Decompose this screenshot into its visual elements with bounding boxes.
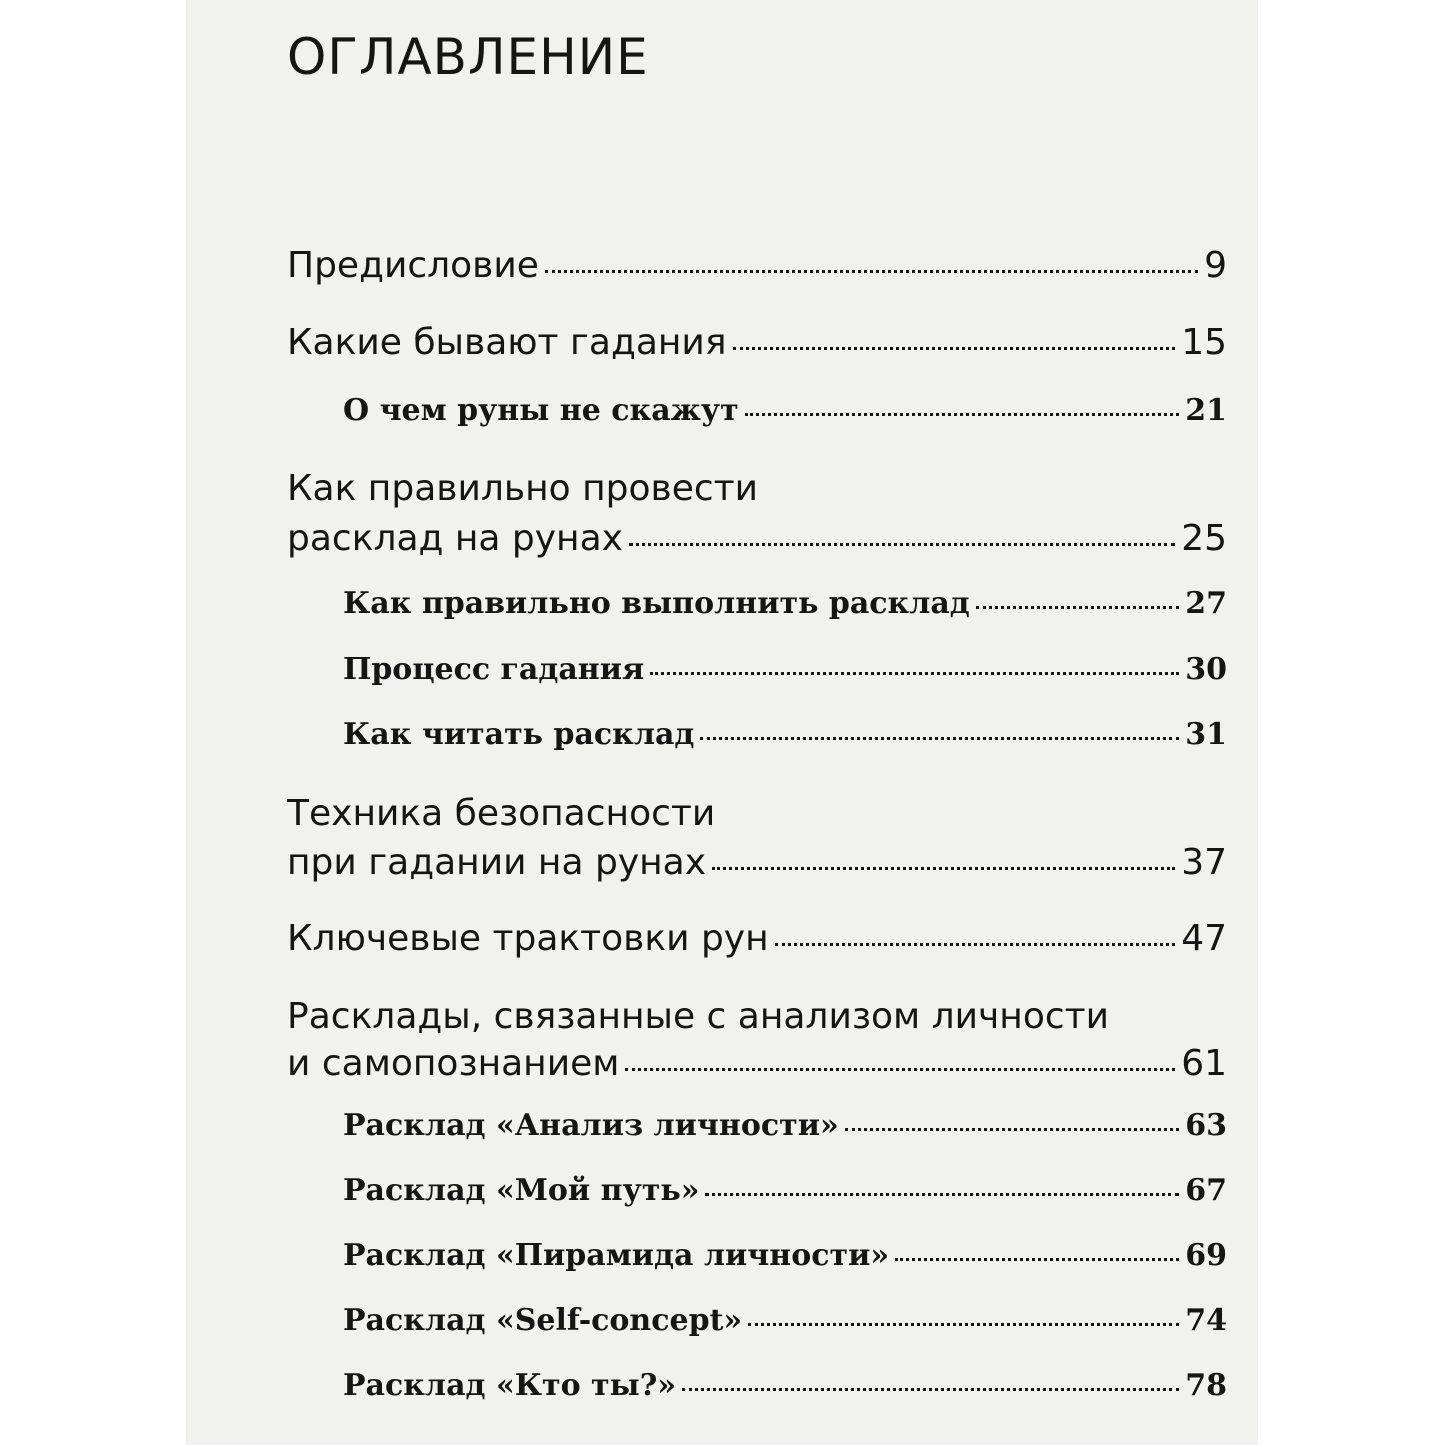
toc-entry-chapter [287, 322, 1227, 363]
dot-leader [545, 270, 1198, 273]
toc-entry-title: Какие бывают гадания [287, 322, 727, 363]
toc-entry-page: 37 [1181, 842, 1227, 883]
toc-entry-chapter [287, 918, 1227, 959]
toc-entry-section [343, 652, 1227, 687]
toc-entry-title-line1: Техника безопасности [287, 793, 716, 834]
toc-entry-title: Предисловие [287, 245, 539, 286]
toc-entry-title: Расклад «Мой путь» [343, 1173, 700, 1208]
toc-entry-title: О чем руны не скажут [343, 393, 739, 428]
dot-leader [700, 737, 1179, 740]
toc-entry-page: 31 [1185, 717, 1227, 752]
toc-entry-title: Процесс гадания [343, 652, 645, 687]
dot-leader [745, 413, 1180, 416]
toc-entry-title-line2: расклад на рунах [287, 518, 623, 559]
toc-entry-title-line1: Расклады, связанные с анализом личности [287, 996, 1110, 1037]
dot-leader [682, 1388, 1179, 1391]
toc-entry-title: Расклад «Self-concept» [343, 1303, 743, 1338]
toc-entry-section [343, 1303, 1227, 1338]
dot-leader [625, 1068, 1175, 1071]
dot-leader [705, 1193, 1179, 1196]
toc-entry-chapter [287, 518, 1227, 559]
toc-entry-title: Расклад «Пирамида личности» [343, 1238, 890, 1273]
toc-entry-title-line1: Как правильно провести [287, 468, 759, 509]
page-title: ОГЛАВЛЕНИЕ [287, 28, 649, 86]
toc-entry-page: 47 [1181, 918, 1227, 959]
toc-entry-page: 27 [1185, 586, 1227, 621]
toc-entry-section [343, 717, 1227, 752]
toc-entry-title: Расклад «Кто ты?» [343, 1368, 677, 1403]
toc-entry-section [343, 1173, 1227, 1208]
dot-leader [629, 543, 1175, 546]
toc-entry-title-line2: и самопознанием [287, 1043, 620, 1084]
toc-entry-section [343, 1238, 1227, 1273]
dot-leader [748, 1323, 1179, 1326]
toc-entry-section [343, 1368, 1227, 1403]
toc-entry-title: Ключевые трактовки рун [287, 918, 769, 959]
toc-entry-page: 78 [1185, 1368, 1227, 1403]
toc-entry-page: 63 [1185, 1108, 1227, 1143]
toc-entry-section [343, 1108, 1227, 1143]
dot-leader [733, 347, 1176, 350]
toc-entry-title: Расклад «Анализ личности» [343, 1108, 839, 1143]
toc-entry-page: 15 [1181, 322, 1227, 363]
dot-leader [712, 867, 1175, 870]
dot-leader [650, 672, 1179, 675]
toc-entry-page: 67 [1185, 1173, 1227, 1208]
toc-entry-page: 21 [1185, 393, 1227, 428]
dot-leader [845, 1128, 1180, 1131]
toc-entry-title-line2: при гадании на рунах [287, 842, 707, 883]
dot-leader [775, 943, 1176, 946]
toc-entry-page: 69 [1185, 1238, 1227, 1273]
dot-leader [895, 1258, 1179, 1261]
toc-entry-section [343, 393, 1227, 428]
toc-entry-page: 61 [1181, 1043, 1227, 1084]
toc-entry-chapter [287, 842, 1227, 883]
dot-leader [976, 606, 1179, 609]
toc-entry-title: Как правильно выполнить расклад [343, 586, 970, 621]
toc-entry-page: 25 [1181, 518, 1227, 559]
toc-entry-page: 30 [1185, 652, 1227, 687]
toc-entry-title: Как читать расклад [343, 717, 695, 752]
toc-entry-page: 74 [1185, 1303, 1227, 1338]
toc-entry-chapter [287, 1043, 1227, 1084]
toc-entry-page: 9 [1204, 245, 1227, 286]
toc-entry-chapter [287, 245, 1227, 286]
toc-entry-section [343, 586, 1227, 621]
